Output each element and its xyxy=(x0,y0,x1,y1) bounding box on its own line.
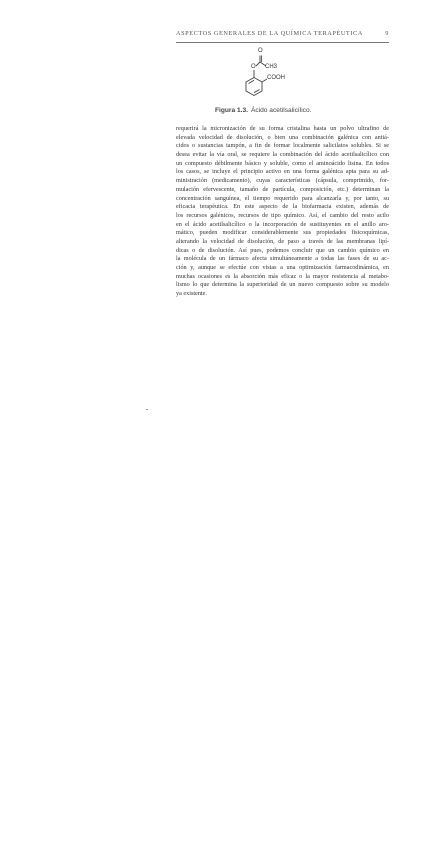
text-line: ya existente. xyxy=(176,290,207,298)
page-number: 9 xyxy=(385,30,389,37)
scan-artifact xyxy=(146,409,148,410)
text-line: ministración (medicamento), cuyas características (cápsula, comprimido, for- xyxy=(176,177,389,185)
header-rule xyxy=(176,42,389,43)
text-line: elevada velocidad de disolución, o bien una combinación galénica con antiá- xyxy=(176,133,389,141)
text-line: muchas ocasiones es la absorción más eficaz o la mayor resistencia al metabo- xyxy=(176,272,389,280)
text-line: concentración sanguínea, el tiempo requerido para alcanzarla y, por tanto, su xyxy=(176,194,389,202)
running-head xyxy=(176,30,389,42)
text-line: mulación efervescente, tamaño de partícula, composición, etc.) determinan la xyxy=(176,185,389,193)
text-line: mático, pueden modificar considerablemente sus propiedades fisicoquímicas, xyxy=(176,229,389,237)
text-line: dicas o de disolución. Así pues, podemos concluir que un cambio químico en xyxy=(176,246,389,254)
figure-caption xyxy=(215,107,311,114)
carbonyl-oxygen-label: O xyxy=(258,48,263,54)
text-line: la molécula de un fármaco afecta simultáneamente a todas las fases de su ac- xyxy=(176,255,389,263)
methyl-label: CH3 xyxy=(265,64,278,70)
text-line: cidos o sustancias tampón, a fin de formar localmente salicilatos solubles. Si se xyxy=(176,142,389,150)
chemical-structure-figure xyxy=(232,48,322,108)
ester-bond xyxy=(256,62,260,66)
carboxyl-label: COOH xyxy=(267,75,285,81)
text-line: los casos, se incluye el principio activo en una forma galénica apta para su ad- xyxy=(176,168,389,176)
benzene-ring xyxy=(246,78,262,96)
body-paragraph xyxy=(176,125,389,299)
text-line: en el ácido acetilsalicílico o la incorporación de sustituyentes en el anillo aro- xyxy=(176,220,389,228)
text-line: alterando la velocidad de disolución, de paso a través de las membranas lipí- xyxy=(176,237,389,245)
running-title: ASPECTOS GENERALES DE LA QUÍMICA TERAPÉUTICA xyxy=(176,30,363,37)
text-line: un compuesto débilmente básico y soluble, como el aminoácido lisina. En todos xyxy=(176,159,389,167)
ester-oxygen-label: O xyxy=(251,64,256,70)
text-line: requerirá la micronización de su forma cristalina hasta un polvo ultrafino de xyxy=(176,125,389,132)
text-line: lismo lo que determina la superioridad de un nuevo compuesto sobre su modelo xyxy=(176,281,389,289)
text-line: los recursos galénicos, recursos de tipo químico. Así, el cambio del resto acilo xyxy=(176,211,389,219)
figure-caption-text: Ácido acetilsalicílico. xyxy=(250,107,312,114)
figure-caption-label: Figura 1.3. xyxy=(215,107,248,114)
text-line: desea evitar la vía oral, se requiere la combinación del ácido acetilsalicílico con xyxy=(176,151,389,159)
text-line: eficacia terapéutica. En este aspecto de la biofarmacia existen, además de xyxy=(176,203,389,211)
text-line: ción y, aunque se efectúe con vistas a una optimización farmacodinámica, en xyxy=(176,264,389,271)
